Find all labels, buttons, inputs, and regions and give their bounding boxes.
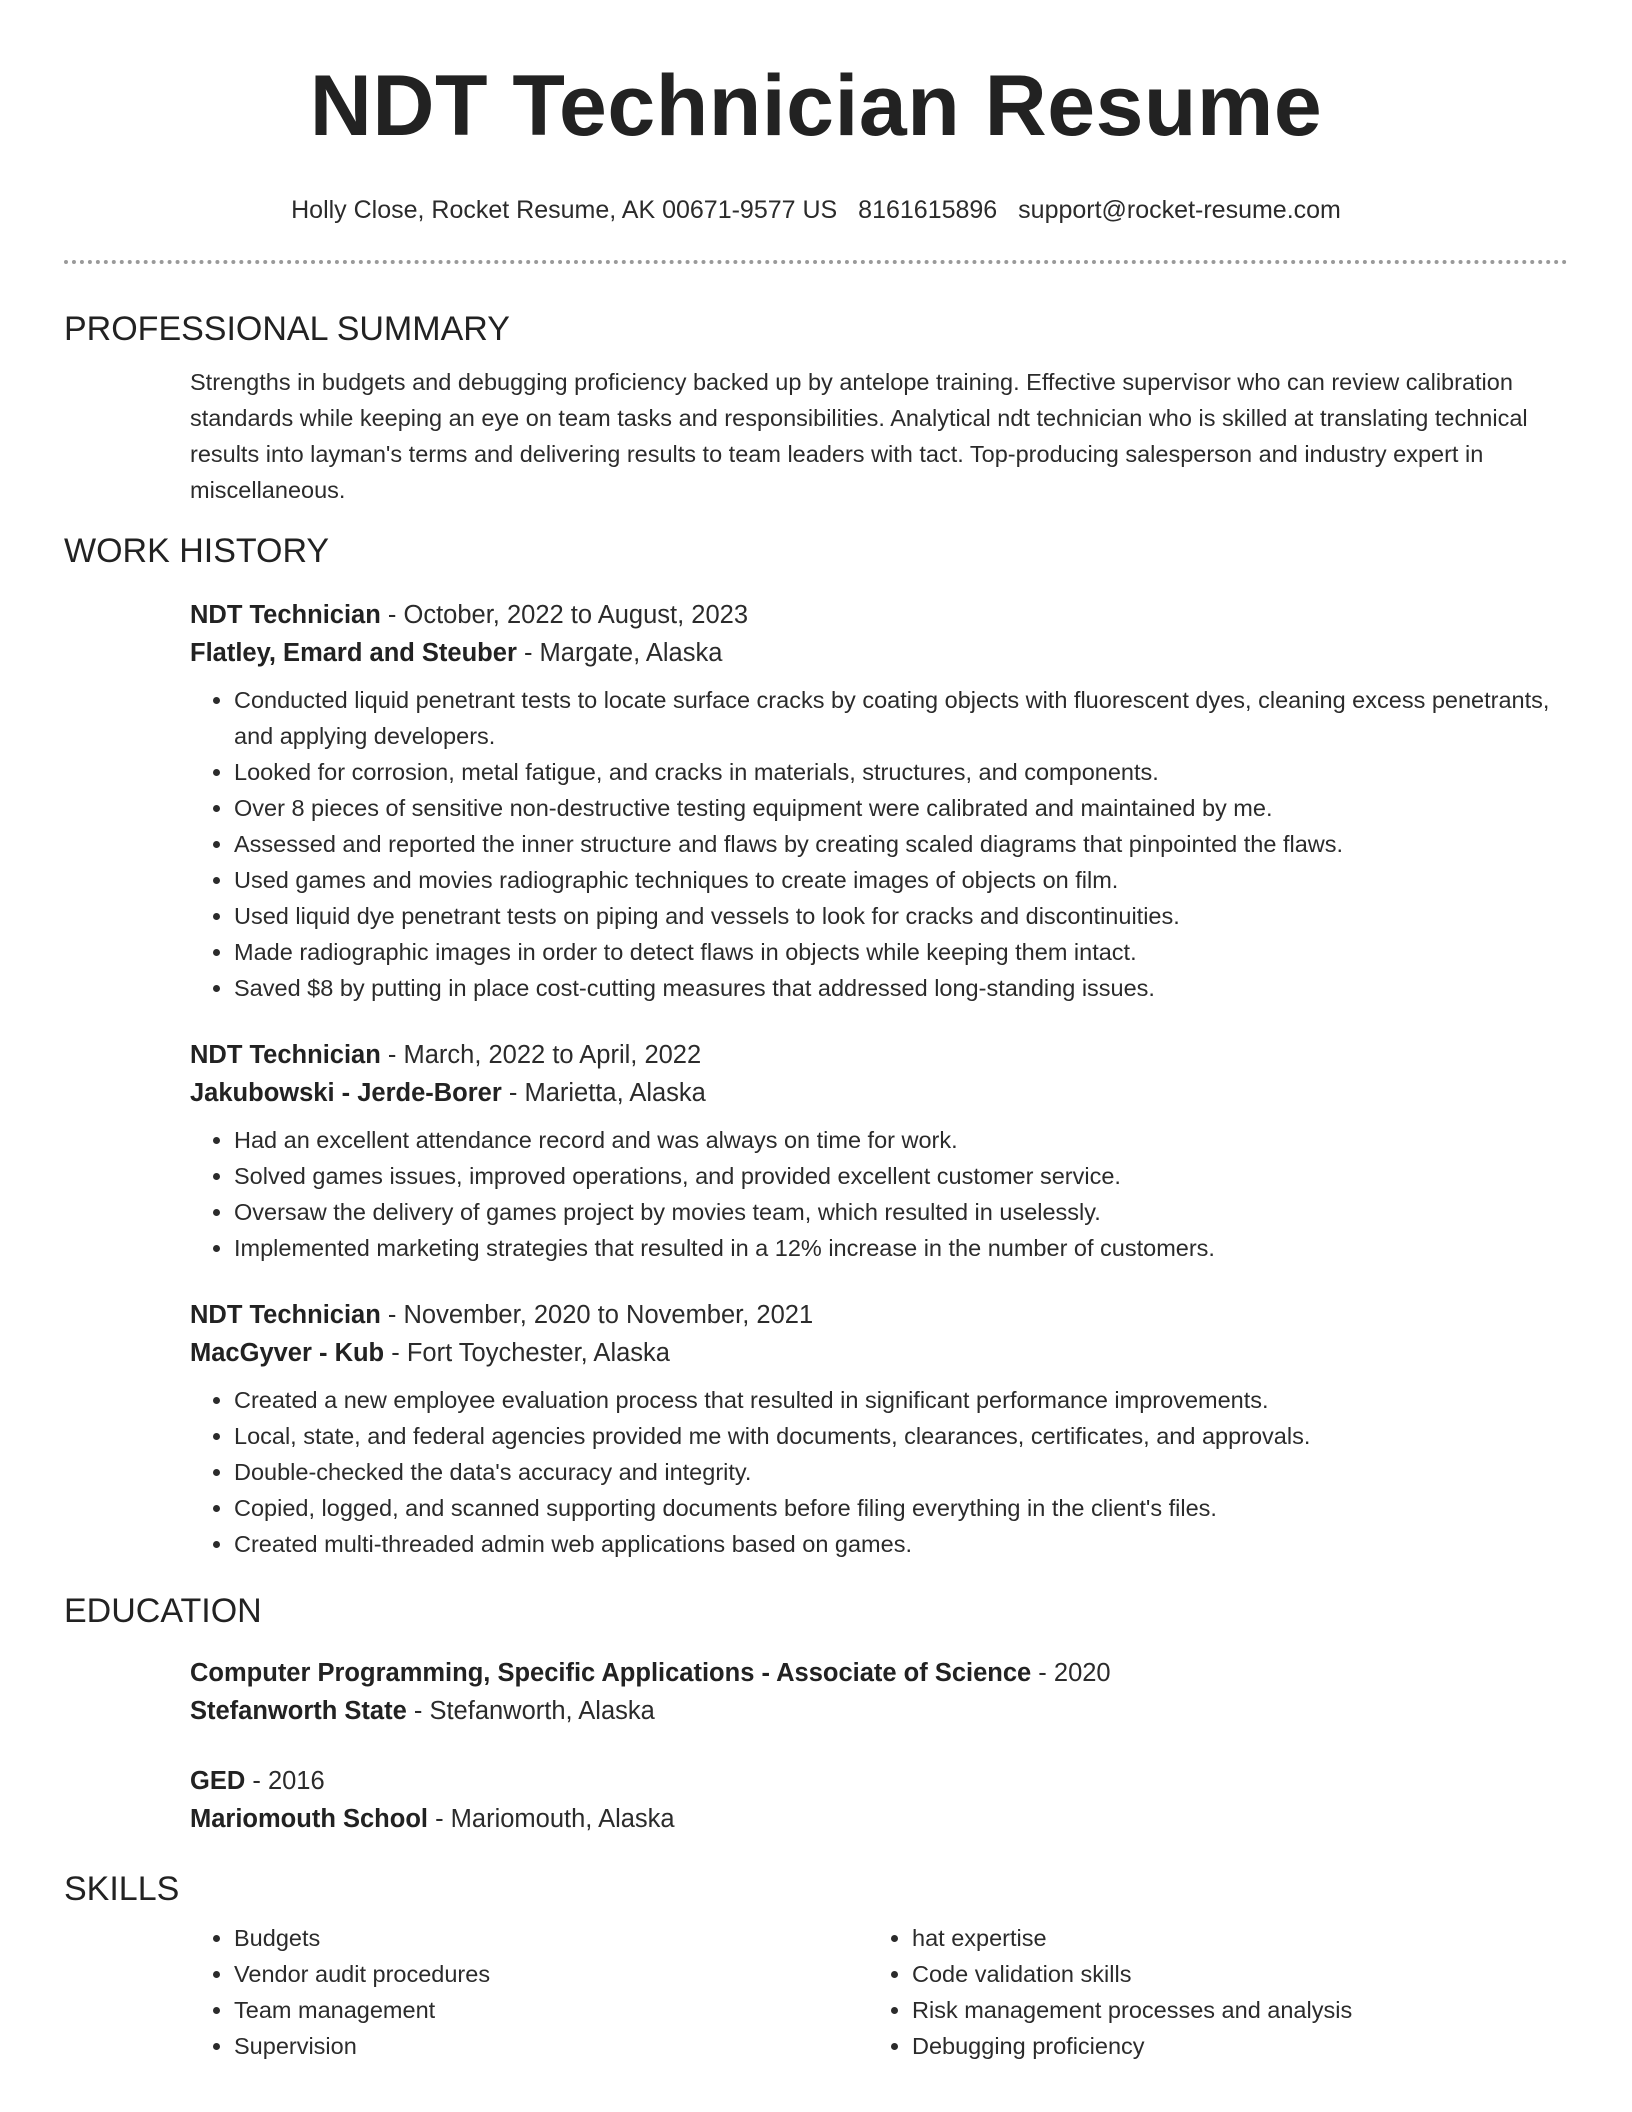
education-entry [190, 1654, 1568, 1730]
skill-item: • Code validation skills [912, 1956, 1504, 1992]
skills-section [190, 1920, 1568, 2064]
job-title: NDT Technician [190, 601, 381, 629]
job-company: Jakubowski - Jerde-Borer [190, 1079, 502, 1107]
job-title: NDT Technician [190, 1041, 381, 1069]
job-dates: November, 2020 to November, 2021 [403, 1301, 814, 1329]
skills-list-right [868, 1920, 1504, 2064]
resume-title: NDT Technician Resume [309, 58, 1323, 154]
job-bullet: • Solved games issues, improved operations, and provided excellent customer service. [234, 1158, 1568, 1194]
job-bullet: • Oversaw the delivery of games project by movies team, which resulted in uselessly. [234, 1194, 1568, 1230]
job-bullet: • Over 8 pieces of sensitive non-destructive testing equipment were calibrated and maintained by me. [234, 790, 1568, 826]
education-degree-line: Computer Programming, Specific Applications - Associate of Science - 2020 [190, 1659, 1111, 1687]
job-bullet: • Copied, logged, and scanned supporting documents before filing everything in the client's files. [234, 1490, 1568, 1526]
job-dates: March, 2022 to April, 2022 [403, 1041, 702, 1069]
education-section [190, 1654, 1568, 1838]
job-location: Marietta, Alaska [524, 1079, 706, 1107]
job-company: MacGyver - Kub [190, 1339, 385, 1367]
education-school-line: Mariomouth School - Mariomouth, Alaska [190, 1805, 675, 1833]
contact-line [64, 194, 1568, 226]
skill-item: • Team management [234, 1992, 826, 2028]
skill-item: • Risk management processes and analysis [912, 1992, 1504, 2028]
summary-text: Strengths in budgets and debugging proficiency backed up by antelope training. Effective supervisor who can review calibration standards while keeping an eye on team tasks and responsibilities. Analytical ndt technician who is skilled at translating technical results into layman's terms and delivering results to team leaders with tact. Top-producing salesperson and industry expert in miscellaneous. [190, 369, 1528, 503]
job-bullet: • Assessed and reported the inner structure and flaws by creating scaled diagrams that pinpointed the flaws. [234, 826, 1568, 862]
skill-item: • Budgets [234, 1920, 826, 1956]
job-bullet: • Saved $8 by putting in place cost-cutting measures that addressed long-standing issues. [234, 970, 1568, 1006]
job-bullet: • Conducted liquid penetrant tests to locate surface cracks by coating objects with fluorescent dyes, cleaning excess penetrants, and applying developers. [234, 682, 1568, 754]
skills-grid [190, 1920, 1568, 2064]
job-title-line: NDT Technician - March, 2022 to April, 2022 [190, 1041, 702, 1069]
education-degree: Computer Programming, Specific Applications - Associate of Science [190, 1659, 1032, 1687]
skill-item: • Supervision [234, 2028, 826, 2064]
job-bullet: • Used liquid dye penetrant tests on piping and vessels to look for cracks and discontinuities. [234, 898, 1568, 934]
job-bullets [190, 682, 1568, 1006]
education-school: Stefanworth State [190, 1697, 407, 1725]
education-degree: GED [190, 1767, 246, 1795]
job-company-line: MacGyver - Kub - Fort Toychester, Alaska [190, 1339, 670, 1367]
job-bullet: • Double-checked the data's accuracy and integrity. [234, 1454, 1568, 1490]
job-company-line: Jakubowski - Jerde-Borer - Marietta, Alaska [190, 1079, 706, 1107]
job-entry [190, 1296, 1568, 1562]
job-dates: October, 2022 to August, 2023 [403, 601, 748, 629]
skill-item: • hat expertise [912, 1920, 1504, 1956]
education-entry [190, 1762, 1568, 1838]
job-entry [190, 1036, 1568, 1266]
job-bullet: • Looked for corrosion, metal fatigue, and cracks in materials, structures, and components. [234, 754, 1568, 790]
job-location: Margate, Alaska [539, 639, 723, 667]
job-title: NDT Technician [190, 1301, 381, 1329]
job-company: Flatley, Emard and Steuber [190, 639, 517, 667]
job-bullets [190, 1382, 1568, 1562]
contact-phone: 8161615896 [858, 196, 998, 224]
job-bullet: • Used games and movies radiographic techniques to create images of objects on film. [234, 862, 1568, 898]
education-year: 2020 [1053, 1659, 1111, 1687]
education-year: 2016 [267, 1767, 325, 1795]
contact-address: Holly Close, Rocket Resume, AK 00671-9577 US [291, 196, 838, 224]
education-location: Stefanworth, Alaska [429, 1697, 655, 1725]
job-bullet: • Implemented marketing strategies that resulted in a 12% increase in the number of customers. [234, 1230, 1568, 1266]
education-heading: EDUCATION [64, 1592, 262, 1630]
summary-section [190, 364, 1568, 508]
skill-item: • Debugging proficiency [912, 2028, 1504, 2064]
job-company-line: Flatley, Emard and Steuber - Margate, Alaska [190, 639, 723, 667]
job-bullets [190, 1122, 1568, 1266]
summary-heading: PROFESSIONAL SUMMARY [64, 310, 510, 348]
job-bullet: • Created multi-threaded admin web applications based on games. [234, 1526, 1568, 1562]
job-bullet: • Made radiographic images in order to detect flaws in objects while keeping them intact. [234, 934, 1568, 970]
education-degree-line: GED - 2016 [190, 1767, 325, 1795]
education-location: Mariomouth, Alaska [450, 1805, 675, 1833]
job-title-line: NDT Technician - October, 2022 to August, 2023 [190, 601, 748, 629]
job-bullet: • Local, state, and federal agencies provided me with documents, clearances, certificates, and approvals. [234, 1418, 1568, 1454]
contact-email[interactable]: support@rocket-resume.com [1018, 196, 1341, 224]
work-history-heading: WORK HISTORY [64, 532, 330, 570]
job-bullet: • Had an excellent attendance record and was always on time for work. [234, 1122, 1568, 1158]
job-title-line: NDT Technician - November, 2020 to November, 2021 [190, 1301, 814, 1329]
job-bullet: • Created a new employee evaluation process that resulted in significant performance improvements. [234, 1382, 1568, 1418]
header-divider [64, 260, 1568, 264]
education-school: Mariomouth School [190, 1805, 428, 1833]
skills-list-left [190, 1920, 826, 2064]
work-history-section [190, 596, 1568, 1562]
education-school-line: Stefanworth State - Stefanworth, Alaska [190, 1697, 655, 1725]
job-entry [190, 596, 1568, 1006]
skill-item: • Vendor audit procedures [234, 1956, 826, 1992]
skills-heading: SKILLS [64, 1870, 180, 1908]
job-location: Fort Toychester, Alaska [406, 1339, 670, 1367]
